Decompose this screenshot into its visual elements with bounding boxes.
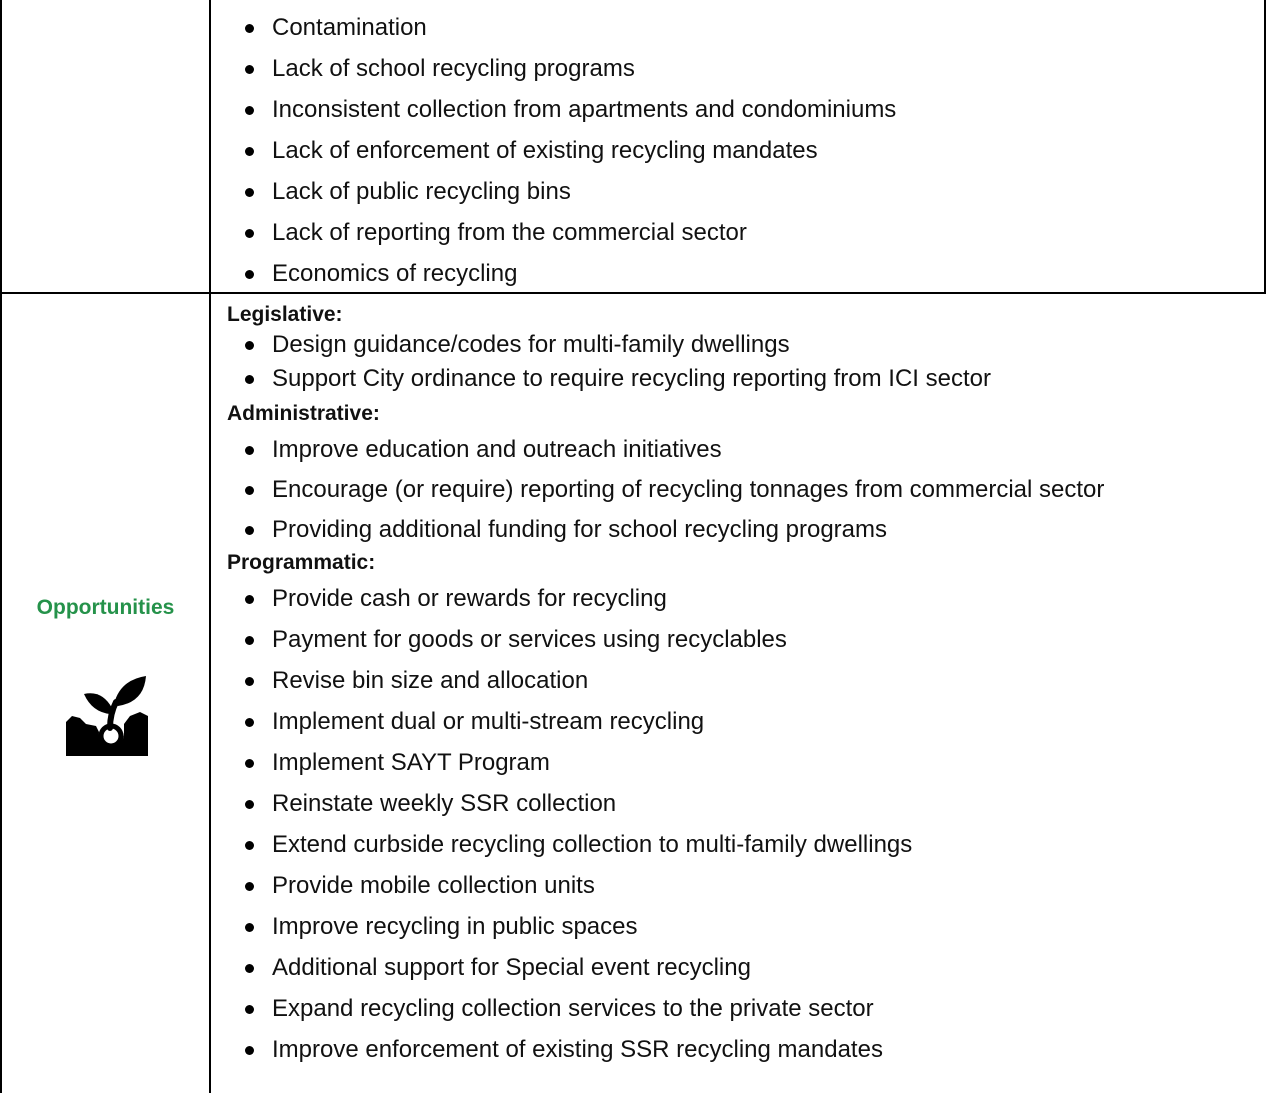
list-item: Revise bin size and allocation	[210, 669, 1260, 693]
list-item: Encourage (or require) reporting of recycling tonnages from commercial sector	[210, 478, 1260, 502]
bullet-icon	[245, 526, 254, 535]
list-item: Expand recycling collection services to the private sector	[210, 997, 1260, 1021]
bullet-icon	[245, 923, 254, 932]
list-item: Reinstate weekly SSR collection	[210, 792, 1260, 816]
bullet-icon	[245, 65, 254, 74]
bullet-icon	[245, 375, 254, 384]
list-item: Lack of public recycling bins	[210, 180, 896, 204]
bullet-icon	[245, 882, 254, 891]
administrative-list	[210, 438, 1260, 542]
bullet-icon	[245, 636, 254, 645]
bullet-icon	[245, 270, 254, 279]
opportunities-label: Opportunities	[36, 596, 175, 619]
administrative-heading: Administrative:	[227, 402, 380, 425]
list-item: Improve education and outreach initiatives	[210, 438, 1260, 462]
bullet-icon	[245, 24, 254, 33]
list-item: Support City ordinance to require recycling reporting from ICI sector	[210, 367, 1260, 391]
list-item: Extend curbside recycling collection to multi-family dwellings	[210, 833, 1260, 857]
list-item: Lack of reporting from the commercial sector	[210, 221, 896, 245]
list-item: Economics of recycling	[210, 262, 896, 286]
legislative-list	[210, 333, 1260, 391]
list-item: Additional support for Special event recycling	[210, 956, 1260, 980]
list-item: Implement SAYT Program	[210, 751, 1260, 775]
list-item: Improve recycling in public spaces	[210, 915, 1260, 939]
bullet-icon	[245, 595, 254, 604]
list-item: Lack of enforcement of existing recycling mandates	[210, 139, 896, 163]
list-item: Lack of school recycling programs	[210, 57, 896, 81]
list-item: Design guidance/codes for multi-family dwellings	[210, 333, 1260, 357]
list-item: Contamination	[210, 16, 896, 40]
list-item: Providing additional funding for school recycling programs	[210, 518, 1260, 542]
list-item: Payment for goods or services using recyclables	[210, 628, 1260, 652]
bullet-icon	[245, 800, 254, 809]
list-item: Provide cash or rewards for recycling	[210, 587, 1260, 611]
programmatic-heading: Programmatic:	[227, 551, 376, 574]
bullet-icon	[245, 106, 254, 115]
bullet-icon	[245, 1046, 254, 1055]
list-item: Provide mobile collection units	[210, 874, 1260, 898]
bullet-icon	[245, 341, 254, 350]
bullet-icon	[245, 677, 254, 686]
bullet-icon	[245, 718, 254, 727]
opportunities-label-cell	[2, 294, 209, 1093]
list-item: Inconsistent collection from apartments and condominiums	[210, 98, 896, 122]
opportunities-content	[210, 303, 1260, 1079]
challenges-list	[210, 16, 896, 303]
bullet-icon	[245, 486, 254, 495]
bullet-icon	[245, 1005, 254, 1014]
bullet-icon	[245, 147, 254, 156]
programmatic-list	[210, 587, 1260, 1062]
sprout-icon	[66, 676, 148, 756]
bullet-icon	[245, 964, 254, 973]
list-item: Improve enforcement of existing SSR recycling mandates	[210, 1038, 1260, 1062]
bullet-icon	[245, 759, 254, 768]
bullet-icon	[245, 229, 254, 238]
list-item: Implement dual or multi-stream recycling	[210, 710, 1260, 734]
bullet-icon	[245, 841, 254, 850]
legislative-heading: Legislative:	[227, 303, 343, 326]
bullet-icon	[245, 446, 254, 455]
bullet-icon	[245, 188, 254, 197]
